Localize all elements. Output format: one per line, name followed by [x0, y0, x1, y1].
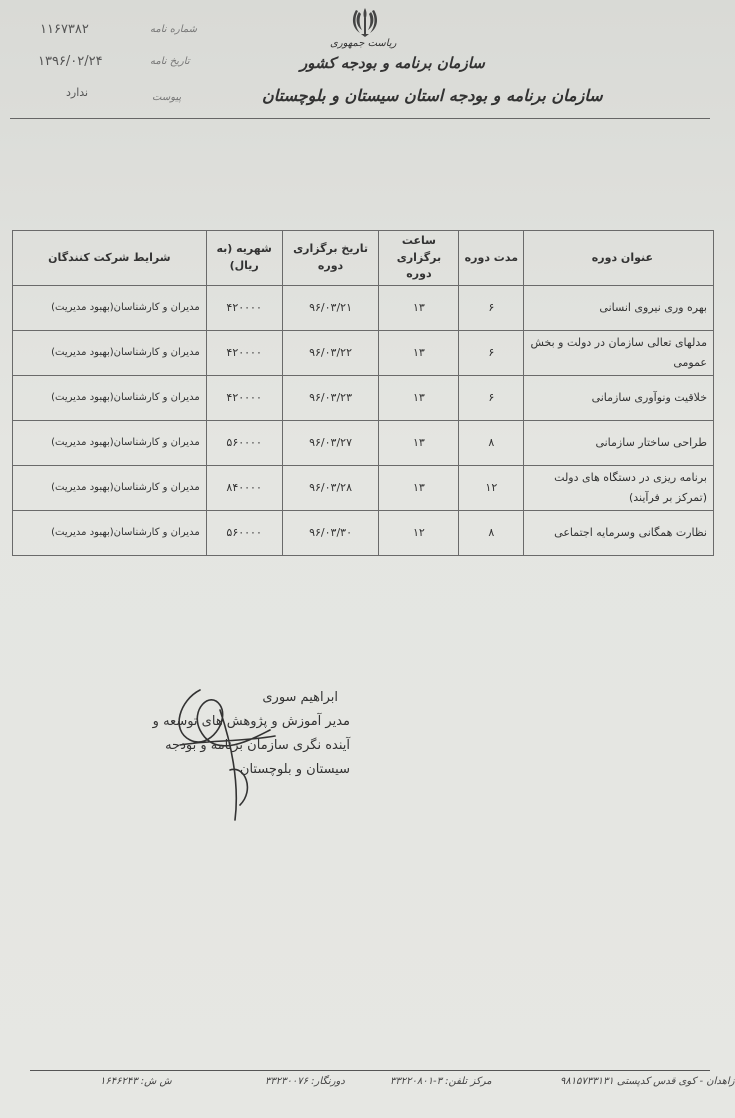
header-course-title: عنوان دوره [524, 231, 714, 286]
course-conditions: مدیران و کارشناسان(بهبود مدیریت) [13, 510, 207, 555]
course-hours: ۱۳ [379, 330, 459, 375]
course-duration: ۸ [459, 420, 524, 465]
course-conditions: مدیران و کارشناسان(بهبود مدیریت) [13, 465, 207, 510]
footer-divider [30, 1070, 710, 1071]
table-row [13, 510, 714, 555]
course-conditions: مدیران و کارشناسان(بهبود مدیریت) [13, 375, 207, 420]
course-date: ۹۶/۰۳/۲۱ [282, 285, 379, 330]
provincial-org-name: سازمان برنامه و بودجه استان سیستان و بلوچستان [262, 86, 603, 105]
course-title: خلاقیت ونوآوری سازمانی [524, 375, 714, 420]
course-title: برنامه ریزی در دستگاه های دولت (تمرکز بر فرآیند) [524, 465, 714, 510]
signer-title-line1: مدیر آموزش و پژوهش های توسعه و [152, 714, 350, 729]
table-row [13, 285, 714, 330]
table-row [13, 375, 714, 420]
course-duration: ۸ [459, 510, 524, 555]
header-divider [10, 118, 710, 119]
iran-emblem-icon [350, 6, 380, 38]
course-hours: ۱۳ [379, 285, 459, 330]
course-fee: ۴۲۰۰۰۰ [206, 375, 282, 420]
letter-number-label: شماره نامه [150, 24, 198, 35]
course-conditions: مدیران و کارشناسان(بهبود مدیریت) [13, 330, 207, 375]
course-duration: ۶ [459, 375, 524, 420]
signer-title-line2: آینده نگری سازمان برنامه و بودجه [165, 738, 350, 753]
course-title: نظارت همگانی وسرمایه اجتماعی [524, 510, 714, 555]
course-fee: ۴۲۰۰۰۰ [206, 285, 282, 330]
course-conditions: مدیران و کارشناسان(بهبود مدیریت) [13, 420, 207, 465]
course-duration: ۱۲ [459, 465, 524, 510]
course-hours: ۱۳ [379, 420, 459, 465]
course-date: ۹۶/۰۳/۲۸ [282, 465, 379, 510]
course-table [12, 230, 714, 556]
course-hours: ۱۳ [379, 465, 459, 510]
signer-name: ابراهیم سوری [262, 690, 338, 705]
letter-number-value: ۱۱۶۷۳۸۲ [40, 22, 89, 37]
table-row [13, 465, 714, 510]
table-row [13, 420, 714, 465]
course-conditions: مدیران و کارشناسان(بهبود مدیریت) [13, 285, 207, 330]
footer-phone: مرکز تلفن: ۳-۳۳۲۲۰۸۰۱ [390, 1076, 492, 1087]
signer-title-line3: سیستان و بلوچستان [239, 762, 350, 777]
course-title: بهره وری نیروی انسانی [524, 285, 714, 330]
signature-block [140, 686, 350, 782]
presidency-label: ریاست جمهوری [330, 38, 397, 49]
course-hours: ۱۲ [379, 510, 459, 555]
letter-date-value: ۱۳۹۶/۰۲/۲۴ [38, 54, 103, 69]
header-date: تاریخ برگزاری دوره [282, 231, 379, 286]
course-duration: ۶ [459, 285, 524, 330]
letter-date-label: تاریخ نامه [150, 56, 190, 67]
header-conditions: شرایط شرکت کنندگان [13, 231, 207, 286]
course-title: طراحی ساختار سازمانی [524, 420, 714, 465]
header-duration: مدت دوره [459, 231, 524, 286]
course-duration: ۶ [459, 330, 524, 375]
table-row [13, 330, 714, 375]
course-date: ۹۶/۰۳/۲۷ [282, 420, 379, 465]
header-hours: ساعت برگزاری دوره [379, 231, 459, 286]
course-fee: ۵۶۰۰۰۰ [206, 510, 282, 555]
course-hours: ۱۳ [379, 375, 459, 420]
course-fee: ۸۴۰۰۰۰ [206, 465, 282, 510]
course-date: ۹۶/۰۳/۲۲ [282, 330, 379, 375]
course-title: مدلهای تعالی سازمان در دولت و بخش عمومی [524, 330, 714, 375]
course-fee: ۵۶۰۰۰۰ [206, 420, 282, 465]
table-header-row [13, 231, 714, 286]
footer-fax: دورنگار: ۳۳۲۳۰۰۷۶ [265, 1076, 345, 1087]
course-date: ۹۶/۰۳/۳۰ [282, 510, 379, 555]
footer-registration: ش ش: ۱۶۴۶۲۴۳ [100, 1076, 172, 1087]
national-org-name: سازمان برنامه و بودجه کشور [300, 54, 485, 72]
footer-address: زاهدان - کوی قدس کدپستی ۹۸۱۵۷۳۳۱۳۱ [560, 1076, 735, 1087]
attachment-value: ندارد [66, 86, 89, 99]
course-date: ۹۶/۰۳/۲۳ [282, 375, 379, 420]
attachment-label: پیوست [152, 92, 182, 103]
header-fee: شهریه (به ریال) [206, 231, 282, 286]
course-fee: ۴۲۰۰۰۰ [206, 330, 282, 375]
